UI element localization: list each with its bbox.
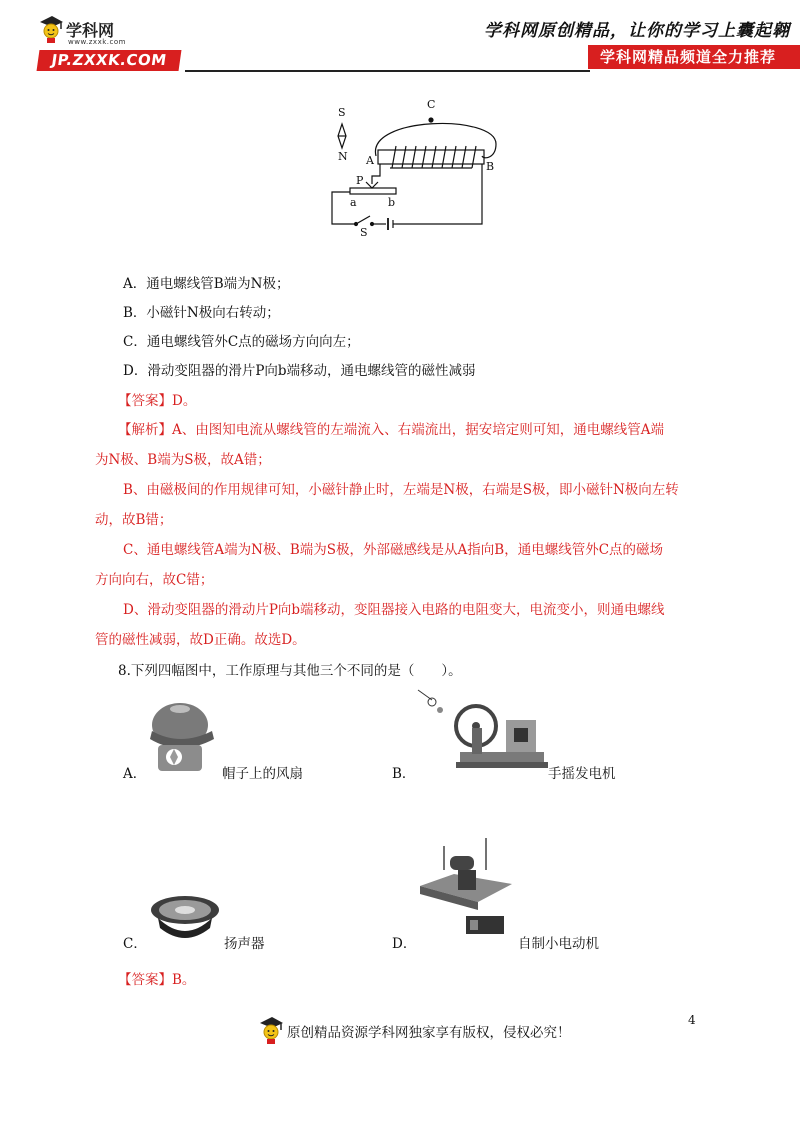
homemade-motor-image [414,830,514,945]
option-c: C．通电螺线管外C点的磁场方向向左； [123,334,360,350]
label-p: P [356,174,364,187]
label-s-top: S [338,106,346,119]
label-b-terminal: b [388,196,396,209]
label-n: N [338,150,348,163]
analysis-line: B、由磁极间的作用规律可知，小磁针静止时，左端是N极，右端是S极，即小磁针N极向左转 [123,482,679,498]
option-d: D．滑动变阻器的滑片P向b端移动，通电螺线管的磁性减弱 [123,363,476,379]
choice-b-letter: B． [392,766,416,782]
answer-q7: 【答案】D。 [118,393,197,409]
analysis-line: C、通电螺线管A端为N极、B端为S极，外部磁感线是从A指向B，通电螺线管外C点的磁场 [123,542,664,558]
mascot-icon [38,14,64,44]
page-number: 4 [688,1013,696,1027]
site-logo[interactable] [38,14,182,72]
choice-d-letter: D． [392,936,417,952]
choice-c-letter: C． [123,936,147,952]
cap-fan-image [140,695,220,775]
choice-d-caption: 自制小电动机 [518,936,599,952]
footer-copyright: 原创精品资源学科网独家享有版权，侵权必究！ [287,1025,571,1041]
analysis-line: 动，故B错； [95,512,173,528]
logo-url: www.zxxk.com [68,38,126,46]
analysis-line: 方向向右，故C错； [95,572,214,588]
hand-crank-generator-image [410,688,550,778]
header-banner[interactable]: 学科网精品频道全力推荐 [588,45,800,69]
answer-q8: 【答案】B。 [118,972,196,988]
question-8: 8.下列四幅图中，工作原理与其他三个不同的是（ ）。 [118,663,462,679]
label-b-end: B [486,160,495,173]
label-c: C [427,98,436,111]
analysis-line: 【解析】A、由图知电流从螺线管的左端流入、右端流出，据安培定则可知，通电螺线管A端 [118,422,664,438]
label-a-terminal: a [350,196,357,209]
header-divider [185,70,590,72]
label-a-end: A [366,154,374,167]
choice-a-caption: 帽子上的风扇 [222,766,303,782]
option-b: B．小磁针N极向右转动； [123,305,280,321]
label-switch: S [360,226,368,239]
analysis-line: 为N极、B端为S极，故A错； [95,452,271,468]
option-a: A．通电螺线管B端为N极； [123,276,290,292]
analysis-line: 管的磁性减弱，故D正确。故选D。 [95,632,306,648]
choice-c-caption: 扬声器 [224,936,265,952]
loudspeaker-image [148,888,222,946]
analysis-line: D、滑动变阻器的滑动片P向b端移动，变阻器接入电路的电阻变大，电流变小，则通电螺线 [123,602,665,618]
choice-b-caption: 手摇发电机 [548,766,616,782]
choice-a-letter: A． [123,766,147,782]
solenoid-circuit-diagram [326,96,510,240]
logo-name: 学科网 [66,20,115,40]
logo-band: JP.ZXXK.COM [37,50,182,71]
mascot-icon [258,1015,284,1045]
header-slogan: 学科网原创精品，让你的学习上囊起翱 [484,21,790,41]
